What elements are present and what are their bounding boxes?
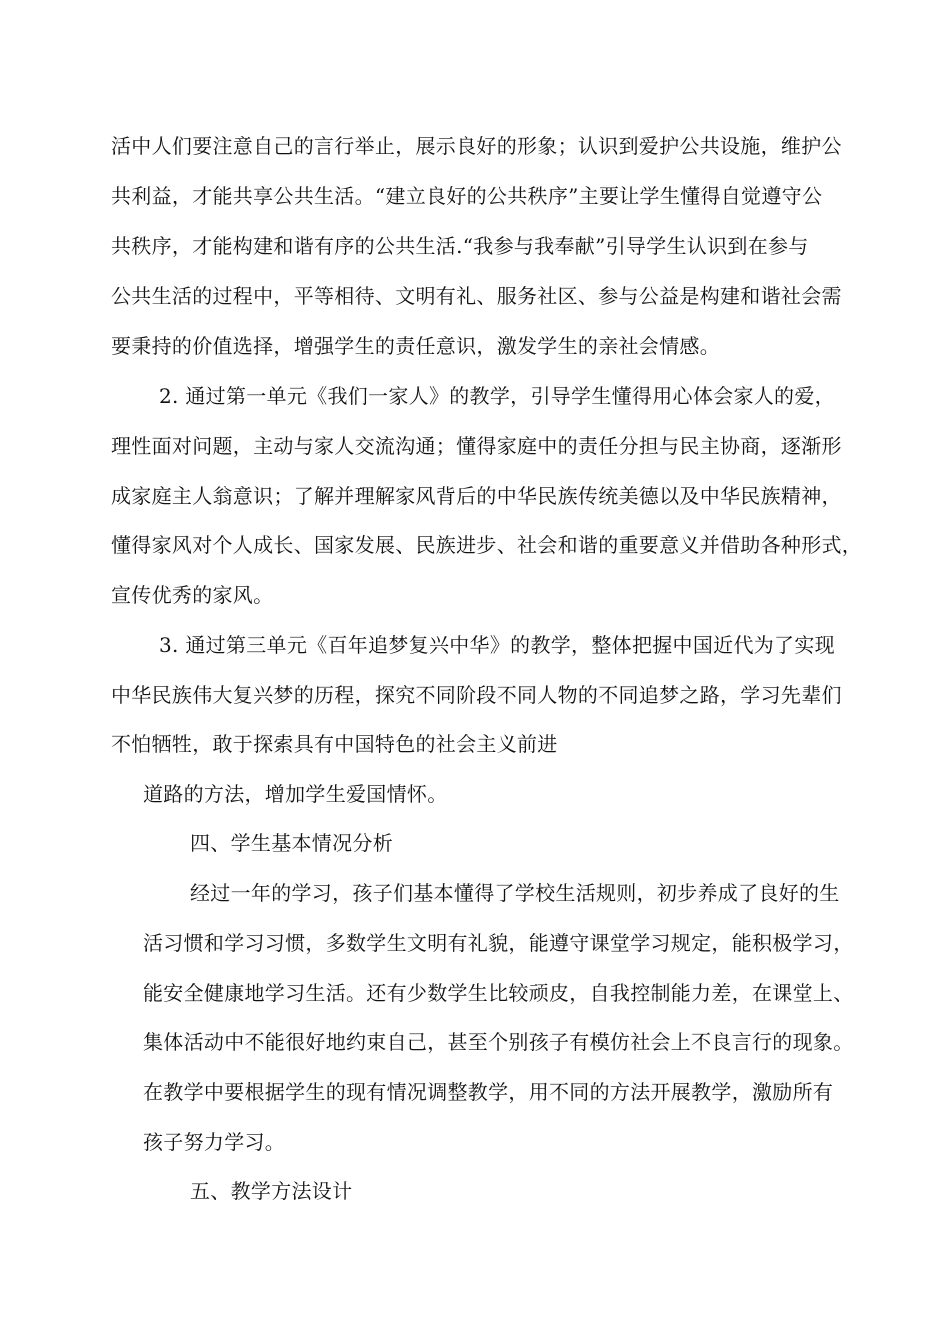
item-2-line-4: 懂得家风对个人成长、国家发展、民族进步、社会和谐的重要意义并借助各种形式， [111,533,863,557]
item-2-line-1: 2. 通过第一单元《我们一家人》的教学，引导学生懂得用心体会家人的爱， [159,384,835,408]
paragraph-line-2: 共利益，才能共享公共生活。“建立良好的公共秩序”主要让学生懂得自觉遵守公 [111,184,823,208]
item-3-line-3: 不怕牺牲，敢于探索具有中国特色的社会主义前进 [111,732,558,756]
analysis-line-6: 孩子努力学习。 [143,1130,286,1154]
analysis-line-3: 能安全健康地学习生活。还有少数学生比较顽皮，自我控制能力差，在课堂上、 [143,981,854,1005]
item-2-line-2: 理性面对问题，主动与家人交流沟通；懂得家庭中的责任分担与民主协商，逐渐形 [111,434,842,458]
paragraph-line-5: 要秉持的价值选择，增强学生的责任意识，激发学生的亲社会情感。 [111,334,720,358]
item-3-line-2: 中华民族伟大复兴梦的历程，探究不同阶段不同人物的不同追梦之路，学习先辈们 [111,683,842,707]
item-2-line-3: 成家庭主人翁意识；了解并理解家风背后的中华民族传统美德以及中华民族精神， [111,484,842,508]
analysis-line-4: 集体活动中不能很好地约束自己，甚至个别孩子有模仿社会上不良言行的现象。 [143,1030,854,1054]
paragraph-line-3: 共秩序，才能构建和谐有序的公共生活.“我参与我奉献”引导学生认识到在参与 [111,234,809,258]
item-2-line-5: 宣传优秀的家风。 [111,583,274,607]
paragraph-line-4: 公共生活的过程中，平等相待、文明有礼、服务社区、参与公益是构建和谐社会需 [111,284,842,308]
analysis-line-5: 在教学中要根据学生的现有情况调整教学，用不同的方法开展教学，激励所有 [143,1080,834,1104]
section-heading-5: 五、教学方法设计 [190,1179,353,1203]
analysis-line-1: 经过一年的学习，孩子们基本懂得了学校生活规则，初步养成了良好的生 [190,881,840,905]
paragraph-line-1: 活中人们要注意自己的言行举止，展示良好的形象；认识到爱护公共设施，维护公 [111,134,842,158]
item-3-line-4: 道路的方法，增加学生爱国情怀。 [143,782,448,806]
item-3-line-1: 3. 通过第三单元《百年追梦复兴中华》的教学，整体把握中国近代为了实现 [159,633,835,657]
section-heading-4: 四、学生基本情况分析 [190,831,393,855]
analysis-line-2: 活习惯和学习习惯，多数学生文明有礼貌，能遵守课堂学习规定，能积极学习， [143,931,854,955]
